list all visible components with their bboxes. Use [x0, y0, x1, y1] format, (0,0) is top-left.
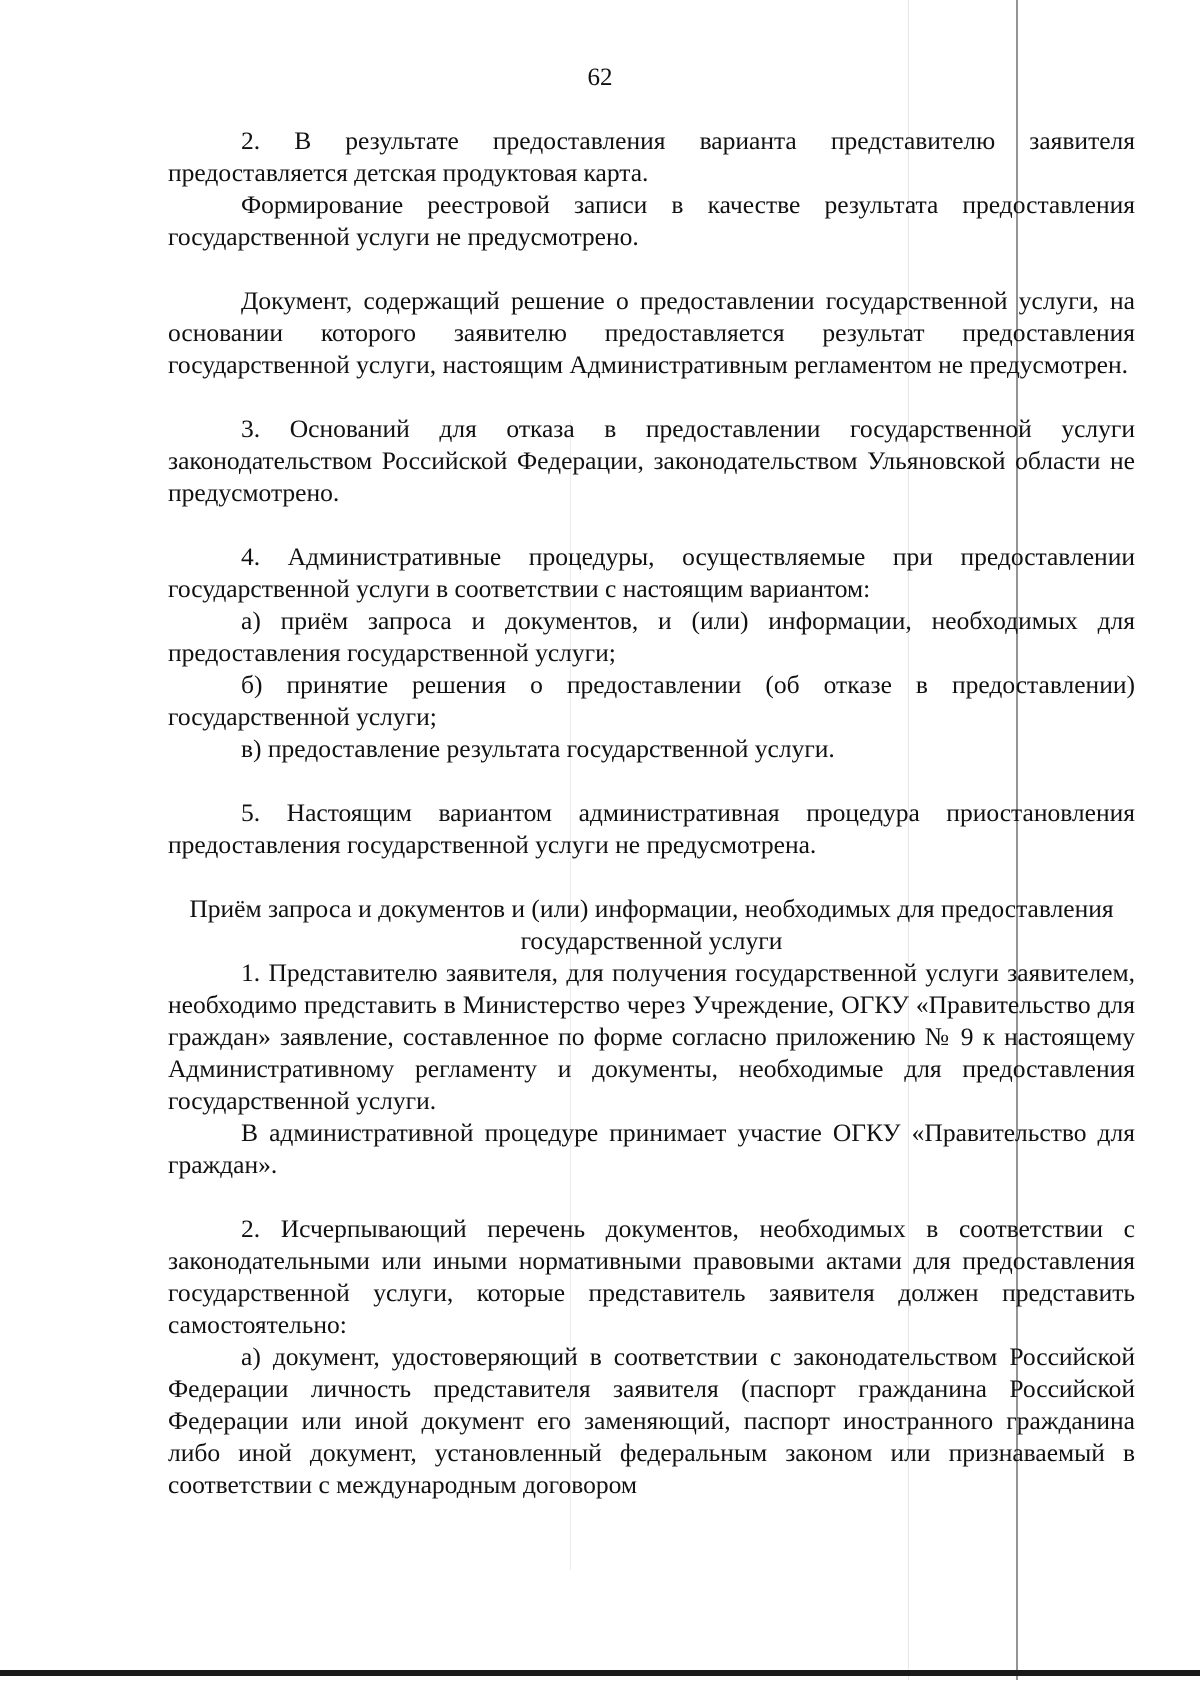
- paragraph: 2. Исчерпывающий перечень документов, необходимых в соответствии с законодательными или иными нормативными правовыми актами для предоставления государственной услуги, которые представитель заявителя должен представить самостоятельно:: [168, 1214, 1135, 1339]
- page-number: 62: [587, 64, 613, 91]
- paragraph: а) приём запроса и документов, и (или) информации, необходимых для предоставления государственной услуги;: [168, 606, 1135, 667]
- section-heading: Приём запроса и документов и (или) информации, необходимых для предоставления государственной услуги: [189, 894, 1114, 955]
- scan-bottom-edge: [0, 1670, 1200, 1676]
- document-body: [168, 125, 1135, 1501]
- paragraph: 3. Оснований для отказа в предоставлении государственной услуги законодательством Российской Федерации, законодательством Ульяновской области не предусмотрено.: [168, 414, 1135, 507]
- paragraph: В административной процедуре принимает участие ОГКУ «Правительство для граждан».: [168, 1118, 1135, 1179]
- paragraph: в) предоставление результата государственной услуги.: [241, 734, 835, 763]
- paragraph: 4. Административные процедуры, осуществляемые при предоставлении государственной услуги в соответствии с настоящим вариантом:: [168, 542, 1135, 603]
- paragraph: 5. Настоящим вариантом административная процедура приостановления предоставления государственной услуги не предусмотрена.: [168, 798, 1135, 859]
- paragraph: Формирование реестровой записи в качестве результата предоставления государственной услуги не предусмотрено.: [168, 190, 1135, 251]
- paragraph: 1. Представителю заявителя, для получения государственной услуги заявителем, необходимо представить в Министерство через Учреждение, ОГКУ «Правительство для граждан» заявление, составленное по форме согласно приложению № 9 к настоящему Административному регламенту и документы, необходимые для предоставления государственной услуги.: [168, 958, 1135, 1115]
- paragraph: 2. В результате предоставления варианта представителю заявителя предоставляется детская продуктовая карта.: [168, 126, 1135, 187]
- paragraph: Документ, содержащий решение о предоставлении государственной услуги, на основании которого заявителю предоставляется результат предоставления государственной услуги, настоящим Административным регламентом не предусмотрен.: [168, 286, 1135, 379]
- paragraph: б) принятие решения о предоставлении (об отказе в предоставлении) государственной услуги;: [168, 670, 1135, 731]
- paragraph: а) документ, удостоверяющий в соответствии с законодательством Российской Федерации личность представителя заявителя (паспорт гражданина Российской Федерации или иной документ его заменяющий, паспорт иностранного гражданина либо иной документ, установленный федеральным законом или признаваемый в соответствии с международным договором: [168, 1342, 1135, 1499]
